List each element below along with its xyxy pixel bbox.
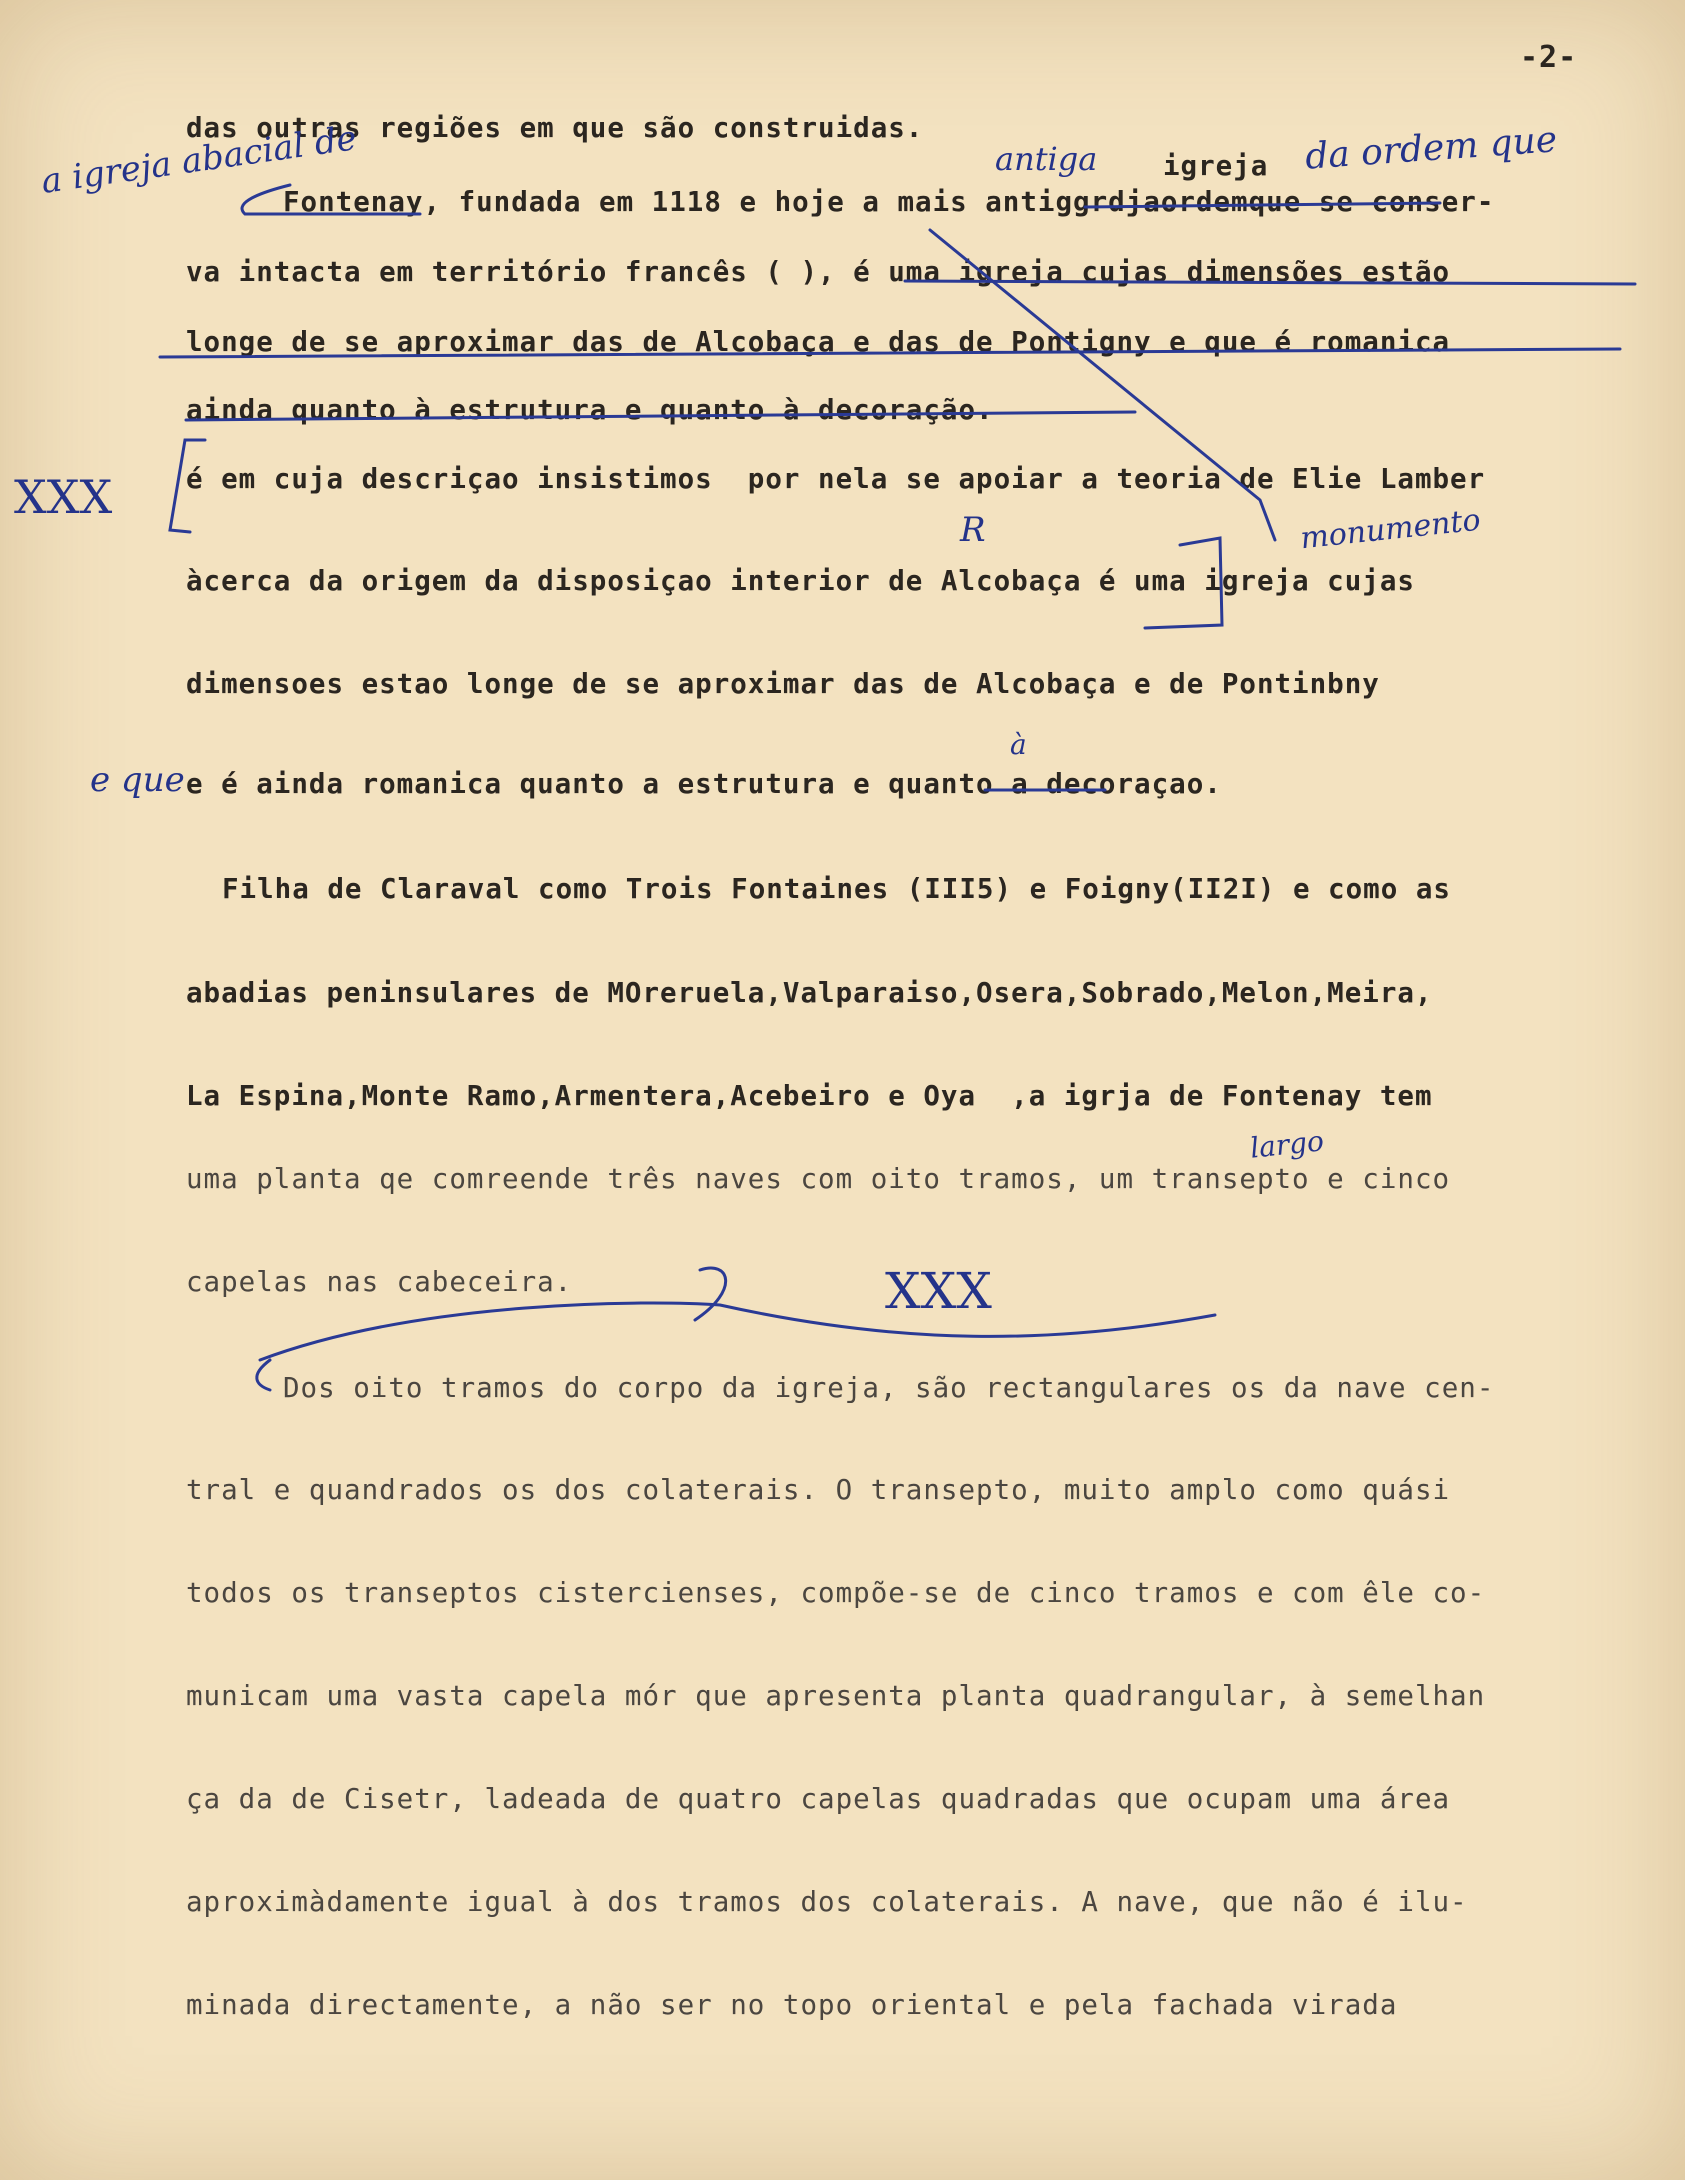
caret-curve-small bbox=[695, 1268, 726, 1320]
text-line-17: todos os transeptos cistercienses, compõe-se de cinco tramos e com êle co- bbox=[186, 1577, 1486, 1609]
text-line-20: aproximàdamente igual à dos tramos dos colaterais. A nave, que não é ilu- bbox=[186, 1886, 1468, 1918]
insert-caret-fontenay bbox=[242, 185, 420, 214]
text-line-10: Filha de Claraval como Trois Fontaines (III5) e Foigny(II2I) e como as bbox=[222, 873, 1451, 905]
text-line-16: tral e quandrados os dos colaterais. O transepto, muito amplo como quási bbox=[186, 1474, 1451, 1506]
handwritten-insert-largo: largo bbox=[1248, 1124, 1326, 1165]
text-line-13: uma planta qe comreende três naves com oito tramos, um transepto e cinco bbox=[186, 1163, 1451, 1195]
text-line-14: capelas nas cabeceira. bbox=[186, 1266, 573, 1298]
diagonal-arrow bbox=[930, 230, 1275, 540]
strike-line-4 bbox=[160, 349, 1620, 357]
handwritten-insert-ordem: da ordem que bbox=[1303, 119, 1559, 178]
text-line-2: Fontenay, fundada em 1118 e hoje a mais antiggrdjaordemque se conser- bbox=[283, 186, 1495, 218]
handwritten-accent-a: à bbox=[1010, 728, 1027, 761]
handwritten-insert-antiga: antiga bbox=[995, 140, 1098, 178]
caret-dos bbox=[257, 1360, 270, 1390]
text-line-1: das outras regiões em que são construidas. bbox=[186, 112, 924, 144]
handwritten-margin-note: a igreja abacial de bbox=[38, 118, 360, 202]
text-insert-igreja: igreja bbox=[1163, 150, 1269, 182]
text-line-9: e é ainda romanica quanto a estrutura e quanto a decoraçao. bbox=[186, 768, 1222, 800]
text-line-3: va intacta em território francês ( ), é uma igreja cujas dimensões estão bbox=[186, 256, 1451, 288]
text-line-11: abadias peninsulares de MOreruela,Valparaiso,Osera,Sobrado,Melon,Meira, bbox=[186, 977, 1433, 1009]
bracket-alcobaca bbox=[1145, 538, 1222, 628]
text-line-5: ainda quanto à estrutura e quanto à decoração. bbox=[186, 394, 994, 426]
handwritten-insert-monumento: monumento bbox=[1298, 502, 1483, 557]
text-line-8: dimensoes estao longe de se aproximar das de Alcobaça e de Pontinbny bbox=[186, 668, 1380, 700]
page-number: -2- bbox=[1520, 40, 1578, 75]
bracket-paragraph bbox=[170, 440, 205, 532]
strike-line-2 bbox=[1085, 203, 1440, 207]
text-line-4: longe de se aproximar das de Alcobaça e das de Pontigny e que é romanica bbox=[186, 326, 1451, 358]
text-line-6: é em cuja descriçao insistimos por nela se apoiar a teoria de Elie Lamber bbox=[186, 463, 1486, 495]
text-line-12: La Espina,Monte Ramo,Armentera,Acebeiro e Oya ,a igrja de Fontenay tem bbox=[186, 1080, 1433, 1112]
text-line-7: àcerca da origem da disposiçao interior de Alcobaça é uma igreja cujas bbox=[186, 565, 1415, 597]
text-line-19: ça da de Cisetr, ladeada de quatro capelas quadradas que ocupam uma área bbox=[186, 1783, 1451, 1815]
curve-insert-line bbox=[260, 1303, 1215, 1360]
text-line-15: Dos oito tramos do corpo da igreja, são rectangulares os da nave cen- bbox=[283, 1372, 1495, 1404]
text-line-21: minada directamente, a não ser no topo oriental e pela fachada virada bbox=[186, 1989, 1398, 2021]
handwritten-margin-e-que: e que bbox=[90, 760, 185, 800]
text-line-18: municam uma vasta capela mór que apresenta planta quadrangular, à semelhan bbox=[186, 1680, 1486, 1712]
handwritten-center-xxx: XXX bbox=[885, 1262, 992, 1320]
handwritten-margin-xxx: XXX bbox=[14, 470, 113, 524]
strike-line-5 bbox=[186, 412, 1135, 420]
handwritten-insert-r: R bbox=[960, 510, 986, 550]
strike-line-3 bbox=[905, 281, 1635, 284]
